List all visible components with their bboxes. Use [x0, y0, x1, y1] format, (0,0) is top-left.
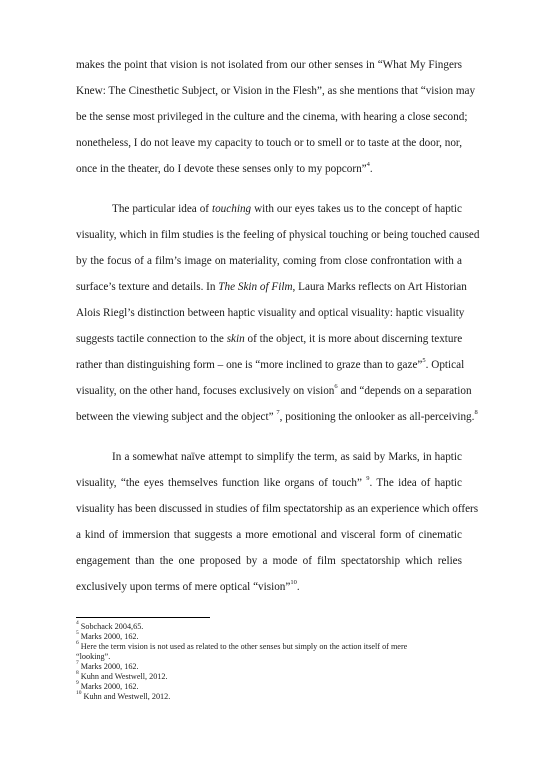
text-line: [76, 52, 462, 78]
line-text: between the viewing subject and the object”: [76, 411, 277, 423]
footnote-text: Kuhn and Westwell, 2012.: [78, 672, 168, 681]
line-text: a kind of immersion that suggests a more emotional and visceral form of cinematic: [76, 529, 462, 541]
footnote-separator: [76, 617, 210, 618]
footnote-ref: 7: [276, 409, 280, 417]
text-line: [76, 574, 462, 600]
footnote-ref: 5: [422, 357, 426, 365]
footnote: [76, 682, 462, 692]
line-text: Knew: The Cinesthetic Subject, or Vision in the Flesh”, as she mentions that “vision may: [76, 85, 476, 97]
line-text: with our eyes takes us to the concept of haptic: [251, 203, 462, 215]
footnote-text: “looking”.: [76, 652, 111, 661]
footnote-number: 6: [76, 640, 79, 647]
footnote: [76, 692, 462, 702]
paragraph: [76, 52, 476, 182]
footnote-number: 8: [76, 670, 79, 677]
line-text: visuality has been discussed in studies of film spectatorship as an experience which offers: [76, 503, 479, 515]
footnotes: [76, 617, 462, 702]
footnote-text: Kuhn and Westwell, 2012.: [81, 692, 171, 701]
footnote-text: Sobchack 2004,65.: [78, 622, 144, 631]
line-text: visuality, “the eyes themselves function like organs of touch”: [76, 477, 367, 489]
text-line: [76, 326, 462, 352]
footnote: [76, 652, 462, 662]
line-text: . The idea of haptic: [369, 477, 462, 489]
line-text: once in the theater, do I devote these senses only to my popcorn”: [76, 163, 367, 175]
footnote-text: Marks 2000, 162.: [78, 662, 139, 671]
line-text: . Optical: [425, 359, 465, 371]
text-line: [76, 222, 480, 248]
italic-text: skin: [226, 333, 245, 345]
text-line: [76, 496, 479, 522]
paragraph: [76, 196, 480, 430]
paragraph: [76, 444, 479, 600]
footnote-number: 10: [76, 690, 82, 697]
footnote-ref: 4: [366, 161, 370, 169]
line-text: nonetheless, I do not leave my capacity to touch or to smell or to taste at the door, nor,: [76, 137, 462, 149]
footnote-ref: 9: [366, 475, 370, 483]
text-line: [76, 444, 462, 470]
text-line: [76, 156, 462, 182]
line-text: makes the point that vision is not isolated from our other senses in “What My Fingers: [76, 59, 462, 71]
line-text: visuality, which in film studies is the feeling of physical touching or being touched caused: [76, 229, 480, 241]
footnote: [76, 642, 462, 652]
line-text: rather than distinguishing form – one is “more inclined to graze than to gaze”: [76, 359, 423, 371]
footnote-number: 4: [76, 620, 79, 627]
paragraph-gap: [76, 430, 462, 444]
footnote: [76, 662, 462, 672]
footnote-list: [76, 622, 462, 702]
line-text: of the object, it is more about discerning texture: [244, 333, 463, 345]
footnote-ref: 6: [334, 383, 338, 391]
text-line: [76, 352, 465, 378]
footnote: [76, 622, 462, 632]
line-text: The particular idea of: [112, 203, 212, 215]
footnote-text: Here the term vision is not used as related to the other senses but simply on the action itself of mere: [78, 642, 408, 651]
italic-text: touching: [211, 203, 252, 215]
text-line: [76, 378, 472, 404]
footnote-ref: 8: [474, 409, 478, 417]
line-text: surface’s texture and details. In: [76, 281, 219, 293]
text-line: [76, 404, 478, 430]
line-text: suggests tactile connection to the: [76, 333, 227, 345]
footnote: [76, 632, 462, 642]
line-text: visuality, on the other hand, focuses exclusively on vision: [76, 385, 335, 397]
footnote-number: 7: [76, 660, 79, 667]
text-line: [76, 130, 462, 156]
line-text: be the sense most privileged in the culture and the cinema, with hearing a close second;: [76, 111, 468, 123]
text-line: [76, 274, 467, 300]
footnote-number: 5: [76, 630, 79, 637]
paragraph-gap: [76, 182, 462, 196]
text-line: [76, 470, 462, 496]
line-text: .: [296, 581, 300, 593]
text-line: [76, 248, 462, 274]
footnote-number: 9: [76, 680, 79, 687]
text-line: [76, 196, 462, 222]
text-line: [76, 522, 462, 548]
text-line: [76, 300, 465, 326]
line-text: In a somewhat naïve attempt to simplify the term, as said by Marks, in haptic: [112, 451, 462, 463]
line-text: , positioning the onlooker as all-perceiving.: [279, 411, 475, 423]
line-text: exclusively upon terms of mere optical “vision”: [76, 581, 291, 593]
line-text: engagement than the one proposed by a mode of film spectatorship which relies: [76, 555, 462, 567]
line-text: by the focus of a film’s image on materiality, coming from close confrontation with a: [76, 255, 462, 267]
footnote-text: Marks 2000, 162.: [78, 632, 139, 641]
footnote: [76, 672, 462, 682]
line-text: , Laura Marks reflects on Art Historian: [292, 281, 467, 293]
line-text: Alois Riegl’s distinction between haptic visuality and optical visuality: haptic visuality: [76, 307, 465, 319]
text-line: [76, 548, 462, 574]
italic-text: The Skin of Film: [218, 281, 293, 293]
footnote-text: Marks 2000, 162.: [78, 682, 139, 691]
line-text: .: [369, 163, 373, 175]
text-line: [76, 78, 476, 104]
line-text: and “depends on a separation: [337, 385, 472, 397]
footnote-ref: 10: [290, 579, 297, 587]
body-text: [76, 52, 480, 600]
text-line: [76, 104, 468, 130]
